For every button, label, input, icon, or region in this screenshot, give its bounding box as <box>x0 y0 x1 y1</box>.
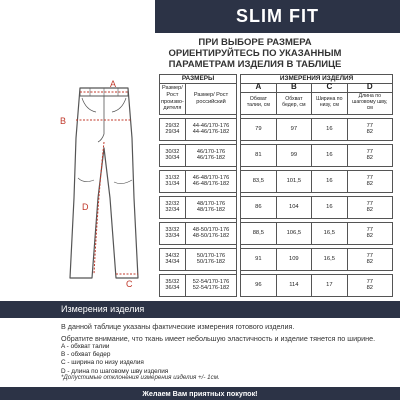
size-ru-2: 48-50/176-182 <box>192 233 230 240</box>
label-a: A <box>110 79 117 89</box>
size-ru-2: 46-48/176-182 <box>192 181 230 188</box>
size-prod-2: 34/34 <box>165 259 180 266</box>
label-b: B <box>60 116 67 126</box>
cell-inseam-1: 77 <box>366 226 374 233</box>
cell-inseam-1: 77 <box>366 174 374 181</box>
table-row <box>160 248 393 270</box>
size-ru-2: 50/176-182 <box>196 259 226 266</box>
cell-hips: 106,5 <box>276 222 311 244</box>
tolerance-note: *Допустимые отклонения измерения изделия +/- 1см. <box>61 374 220 381</box>
cell-hips: 114 <box>276 274 311 296</box>
pants-diagram <box>52 78 152 288</box>
cell-hem: 16 <box>312 196 348 218</box>
top-band-left <box>0 0 155 33</box>
pocket-left <box>82 98 96 112</box>
sizes-header: РАЗМЕРЫ <box>160 75 237 84</box>
size-ru-2: 46/176-182 <box>196 155 226 162</box>
intro-line-1: ПРИ ВЫБОРЕ РАЗМЕРА <box>198 37 312 48</box>
col-letter-c: C <box>312 83 348 92</box>
label-c: C <box>126 279 133 288</box>
measurement-legend <box>61 343 168 376</box>
measurements-heading-bar <box>0 301 400 318</box>
cell-hips: 99 <box>276 144 311 166</box>
description-paragraph-2: Обратите внимание, что ткань имеет небольшую эластичность и изделие тянется по ширине. <box>61 334 376 343</box>
title-bar <box>155 0 400 33</box>
cell-hem: 17 <box>312 274 348 296</box>
legend-item-d: D - длина по шаговому шву изделия <box>61 367 169 375</box>
size-prod-2: 29/34 <box>165 129 180 136</box>
knee-fold-left <box>78 178 94 182</box>
cell-inseam-2: 82 <box>366 207 374 214</box>
cell-inseam-1: 77 <box>366 252 374 259</box>
size-table <box>159 74 393 297</box>
size-prod-1: 34/32 <box>165 252 180 259</box>
cell-inseam-2: 82 <box>366 155 374 162</box>
fly-seam <box>98 96 104 142</box>
col-size-russian: Размер/ Рост российский <box>185 83 236 114</box>
cell-hips: 104 <box>276 196 311 218</box>
intro-line-3: ПАРАМЕТРАМ ИЗДЕЛИЯ В ТАБЛИЦЕ <box>168 59 342 70</box>
col-hips: Обхват бедер, см <box>276 92 311 114</box>
size-ru-1: 52-54/170-176 <box>192 278 230 285</box>
table-row <box>160 118 393 140</box>
cell-inseam-2: 82 <box>366 233 374 240</box>
size-ru-1: 44-46/170-176 <box>192 122 230 129</box>
description-paragraph-1: В данной таблице указаны фактические измерения готового изделия. <box>61 322 295 331</box>
table-row <box>160 274 393 296</box>
cell-waist: 91 <box>241 248 276 270</box>
cell-inseam-1: 77 <box>366 278 374 285</box>
table-row <box>160 144 393 166</box>
col-waist: Обхват талии, см <box>241 92 276 114</box>
size-ru-1: 46/170-176 <box>196 148 226 155</box>
size-prod-2: 36/34 <box>165 285 180 292</box>
cell-waist: 83,5 <box>241 170 276 192</box>
measures-header: ИЗМЕРЕНИЯ ИЗДЕЛИЯ <box>241 75 393 84</box>
cell-hips: 101,5 <box>276 170 311 192</box>
label-d: D <box>82 202 89 212</box>
measurements-heading: Измерения изделия <box>61 304 145 314</box>
cell-inseam-2: 82 <box>366 181 374 188</box>
col-letter-d: D <box>347 83 392 92</box>
col-hem-width: Ширина по низу, см <box>312 92 348 114</box>
size-prod-1: 30/32 <box>165 148 180 155</box>
cell-inseam-2: 82 <box>366 259 374 266</box>
legend-item-c: C - ширина по низу изделия <box>61 359 144 367</box>
col-inseam: Длина по шаговому шву, см <box>347 92 392 114</box>
table-row <box>160 222 393 244</box>
size-ru-2: 44-46/176-182 <box>192 129 230 136</box>
cell-hips: 109 <box>276 248 311 270</box>
size-prod-2: 31/34 <box>165 181 180 188</box>
cell-waist: 79 <box>241 118 276 140</box>
cell-waist: 81 <box>241 144 276 166</box>
cell-inseam-2: 82 <box>366 129 374 136</box>
knee-fold-right <box>114 180 132 184</box>
size-prod-1: 33/32 <box>165 226 180 233</box>
size-prod-1: 31/32 <box>165 174 180 181</box>
size-ru-1: 50/170-176 <box>196 252 226 259</box>
cell-inseam-1: 77 <box>366 122 374 129</box>
footer-bar <box>0 387 400 400</box>
cell-hips: 97 <box>276 118 311 140</box>
intro-line-2: ОРИЕНТИРУЙТЕСЬ ПО УКАЗАННЫМ <box>168 48 342 59</box>
col-size-producer: Размер/ Рост произво- дителя <box>160 83 186 114</box>
top-band <box>0 0 400 33</box>
cell-waist: 96 <box>241 274 276 296</box>
size-prod-2: 33/34 <box>165 233 180 240</box>
size-prod-1: 29/32 <box>165 122 180 129</box>
size-ru-2: 48/176-182 <box>196 207 226 214</box>
size-ru-2: 52-54/176-182 <box>192 285 230 292</box>
pocket-right <box>112 98 126 112</box>
size-prod-1: 35/32 <box>165 278 180 285</box>
cell-hem: 16,5 <box>312 222 348 244</box>
size-prod-2: 32/34 <box>165 207 180 214</box>
footer-text: Желаем Вам приятных покупок! <box>142 389 258 398</box>
size-instruction <box>110 37 400 70</box>
col-letter-a: A <box>241 83 276 92</box>
size-prod-2: 30/34 <box>165 155 180 162</box>
fit-title: SLIM FIT <box>236 6 319 26</box>
legend-item-b: B - обхват бедер <box>61 351 111 359</box>
cell-hem: 16,5 <box>312 248 348 270</box>
legend-item-a: A - обхват талии <box>61 343 110 350</box>
cell-waist: 88,5 <box>241 222 276 244</box>
size-ru-1: 48/170-176 <box>196 200 226 207</box>
table-row <box>160 196 393 218</box>
cell-inseam-2: 82 <box>366 285 374 292</box>
cell-inseam-1: 77 <box>366 148 374 155</box>
size-ru-1: 46-48/170-176 <box>192 174 230 181</box>
size-prod-1: 32/32 <box>165 200 180 207</box>
cell-hem: 16 <box>312 170 348 192</box>
table-row <box>160 170 393 192</box>
cell-hem: 16 <box>312 118 348 140</box>
cell-inseam-1: 77 <box>366 200 374 207</box>
size-ru-1: 48-50/170-176 <box>192 226 230 233</box>
cell-hem: 16 <box>312 144 348 166</box>
cell-waist: 86 <box>241 196 276 218</box>
col-letter-b: B <box>276 83 311 92</box>
